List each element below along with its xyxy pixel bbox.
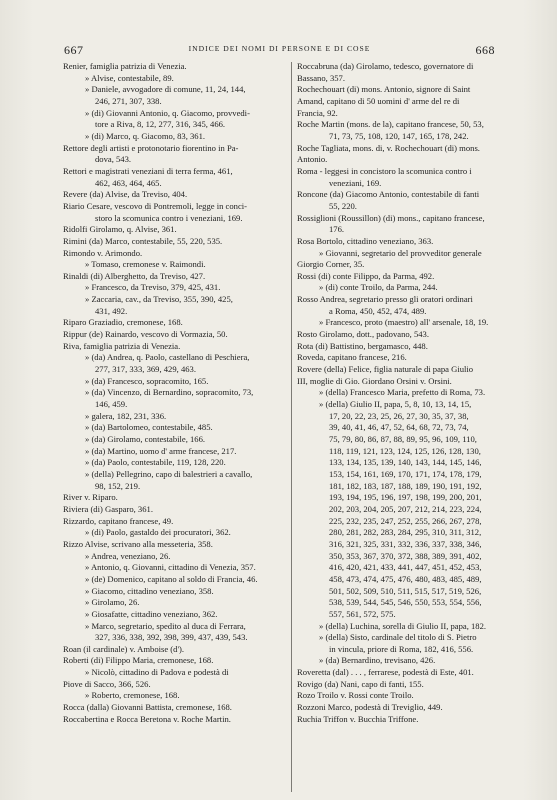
index-entry-line: » Francesco, da Treviso, 379, 425, 431. [85,282,221,293]
index-entry-line: 462, 463, 464, 465. [95,177,162,188]
index-entry-line: 202, 203, 204, 205, 207, 212, 214, 223, 224, [329,503,482,514]
index-entry-line: 538, 539, 544, 545, 546, 550, 553, 554, 556, [329,597,482,608]
index-entry-line: Rimondo v. Arimondo. [63,247,143,258]
right-index-column [297,61,522,725]
index-entry-line: Rochechouart (di) mons. Antonio, signore di Saint [297,84,471,95]
index-entry-line: Riviera (di) Gasparo, 361. [63,503,153,514]
index-entry-line: » Zaccaria, cav., da Treviso, 355, 390, 425, [85,294,233,305]
index-entry-line: » galera, 182, 231, 336. [85,410,167,421]
index-entry-line: » Daniele, avvogadore di comune, 11, 24, 144, [85,84,246,95]
index-entry-line: » (di) Marco, q. Giacomo, 83, 361. [85,130,206,141]
index-entry-line: » Roberto, cremonese, 168. [85,690,180,701]
index-entry-line: Rossi (di) conte Filippo, da Parma, 492. [297,270,435,281]
index-entry-line: Ridolfi Girolamo, q. Alvise, 361. [63,224,177,235]
index-entry-line: » (della) Giulio II, papa, 5, 8, 10, 13, 14, 15, [319,399,472,410]
index-entry-line: » (de) Domenico, capitano al soldo di Francia, 46. [85,573,258,584]
index-entry-line: 280, 281, 282, 283, 284, 295, 310, 311, 312, [329,527,482,538]
index-entry-line: Rovere (della) Felice, figlia naturale di papa Giulio [297,364,474,375]
index-entry-line: III, moglie di Gio. Giordano Orsini v. Orsini. [297,375,452,386]
index-entry-line: Rettore degli artisti e protonotario fiorentino in Pa- [63,142,239,153]
index-entry-line: 431, 492. [95,305,128,316]
index-entry-line: River v. Riparo. [63,492,118,503]
index-entry-line: dova, 543. [95,154,132,165]
index-entry-line: Rosa Bortolo, cittadino veneziano, 363. [297,235,434,246]
index-entry-line: Giorgio Corner, 35. [297,259,365,270]
index-entry-line: Amand, capitano di 50 uomini d' arme del re di [297,95,460,106]
index-entry-line: » Girolamo, 26. [85,597,140,608]
index-entry-line: Riva, famiglia patrizia di Venezia. [63,340,181,351]
index-entry-line: » (della) Sisto, cardinale del titolo di S. Pietro [319,632,477,643]
index-entry-line: Rossiglioni (Roussillon) (di) mons., capitano francese, [297,212,485,223]
index-entry-line: » (da) Bartolomeo, contestabile, 485. [85,422,213,433]
index-entry-line: » Andrea, veneziano, 26. [85,550,171,561]
index-entry-line: 458, 473, 474, 475, 476, 480, 483, 485, 489, [329,573,482,584]
index-entry-line: 316, 321, 325, 331, 332, 336, 337, 338, 346, [329,538,482,549]
index-entry-line: Bassano, 357. [297,72,345,83]
index-entry-line: » (da) Girolamo, contestabile, 166. [85,434,206,444]
index-entry-line: 350, 353, 367, 370, 372, 388, 389, 391, 402, [329,550,482,561]
left-index-column [63,61,288,725]
index-entry-line: » Marco, segretario, spedito al duca di Ferrara, [85,620,246,631]
column-divider [291,62,292,792]
index-entry-line: Riparo Graziadio, cremonese, 168. [63,317,183,328]
index-entry-line: » Alvise, contestabile, 89. [85,72,174,83]
index-entry-line: Rosto Girolamo, dott., padovano, 543. [297,329,429,340]
index-entry-line: Roberti (di) Filippo Maria, cremonese, 168. [63,655,214,666]
index-entry-line: 55, 220. [329,200,357,211]
index-entry-line: 75, 79, 80, 86, 87, 88, 89, 95, 96, 109, 110, [329,434,477,444]
index-entry-line: Roan (il cardinale) v. Amboise (d'). [63,643,185,654]
index-entry-line: 416, 420, 421, 433, 441, 447, 451, 452, 453, [329,562,482,573]
index-entry-line: 176. [329,224,345,235]
index-entry-line: Roma - leggesi in concistoro la scomunica contro i [297,165,472,176]
index-entry-line: 17, 20, 22, 23, 25, 26, 27, 30, 35, 37, 38, [329,410,469,421]
index-entry-line: 277, 317, 333, 369, 429, 463. [95,364,196,375]
index-entry-line: Ruchia Triffon v. Bucchia Triffone. [297,713,419,724]
index-entry-line: Rozo Troilo v. Rossi conte Troilo. [297,690,414,701]
index-entry-line: Rovigo (da) Nani, capo di fanti, 155. [297,678,424,689]
index-entry-line: 246, 271, 307, 338. [95,95,162,106]
index-entry-line: » Nicolò, cittadino di Padova e podestà di [85,667,229,678]
index-entry-line: Renier, famiglia patrizia di Venezia. [63,61,187,71]
index-entry-line: 146, 459. [95,399,128,410]
index-entry-line: Rippur (de) Rainardo, vescovo di Vormazia, 50. [63,329,228,340]
index-entry-line: Roche Martin (mons. de la), capitano francese, 50, 53, [297,119,484,130]
index-entry-line: Rota (di) Battistino, bergamasco, 448. [297,340,428,351]
index-entry-line: 557, 561, 572, 575. [329,608,396,619]
right-page-number: 668 [475,43,495,57]
index-entry-line: a Roma, 450, 452, 474, 489. [329,305,427,316]
index-entry-line: 193, 194, 195, 196, 197, 198, 199, 200, 201, [329,492,482,503]
index-entry-line: 133, 134, 135, 139, 140, 143, 144, 145, 146, [329,457,482,468]
index-entry-line: Rimini (da) Marco, contestabile, 55, 220, 535. [63,235,223,246]
index-entry-line: Roche Tagliata, mons. di, v. Rochechouart (di) mons. [297,142,480,153]
index-entry-line: in vincula, priore di Roma, 182, 416, 556. [329,643,474,654]
page-header [64,44,495,58]
index-entry-line: » (da) Martino, uomo d' arme francese, 217. [85,445,237,456]
index-entry-line: Roveda, capitano francese, 216. [297,352,407,363]
index-entry-line: » (della) Francesco Maria, prefetto di Roma, 73. [319,387,486,398]
index-entry-line: 153, 154, 161, 169, 170, 171, 174, 178, 179, [329,468,482,479]
index-entry-line: Roncone (da) Giacomo Antonio, contestabile di fanti [297,189,480,200]
index-entry-line: Revere (da) Alvise, da Treviso, 404. [63,189,188,200]
index-entry-line: » (da) Paolo, contestabile, 119, 128, 220. [85,457,226,468]
index-entry-line: Francia, 92. [297,107,338,118]
index-entry-line: 225, 232, 235, 247, 252, 255, 266, 267, 278, [329,515,482,526]
index-entry-line: 327, 336, 338, 392, 398, 399, 437, 439, 543. [95,632,248,643]
index-entry-line: » Giovanni, segretario del provveditor generale [319,247,482,258]
index-entry-line: 118, 119, 121, 123, 124, 125, 126, 128, 130, [329,445,481,456]
index-entry-line: Rizzardo, capitano francese, 49. [63,515,174,526]
index-entry-line: Rosso Andrea, segretario presso gli oratori ordinari [297,294,473,305]
index-entry-line: Riario Cesare, vescovo di Pontremoli, legge in conci- [63,200,248,211]
index-entry-line: Rinaldi (di) Alberghetto, da Treviso, 427. [63,270,206,281]
index-entry-line: » Antonio, q. Giovanni, cittadino di Venezia, 357. [85,562,256,573]
left-page-number: 667 [64,43,84,57]
index-entry-line: » (da) Bernardino, trevisano, 426. [319,655,436,666]
index-entry-line: » (della) Pellegrino, capo di balestrieri a cavallo, [85,468,253,479]
index-entry-line: » Giacomo, cittadino veneziano, 358. [85,585,214,596]
index-entry-line: » Giosafatte, cittadino veneziano, 362. [85,608,218,619]
index-entry-line: Antonio. [297,154,328,165]
index-entry-line: Rozzoni Marco, podestà di Treviglio, 449. [297,702,443,713]
index-entry-line: » (da) Andrea, q. Paolo, castellano di Peschiera, [85,352,250,363]
index-entry-line: 71, 73, 75, 108, 120, 147, 165, 178, 242. [329,130,469,141]
index-entry-line: » (di) Paolo, gastaldo dei procuratori, 362. [85,527,231,538]
running-title: INDICE DEI NOMI DI PERSONE E DI COSE [188,44,371,53]
index-entry-line: » (di) Giovanni Antonio, q. Giacomo, provvedi- [85,107,250,118]
index-entry-line: Rizzo Alvise, scrivano alla messeteria, 358. [63,538,213,549]
index-entry-line: » Tomaso, cremonese v. Raimondi. [85,259,206,270]
index-entry-line: Roccabruna (da) Girolamo, tedesco, governatore di [297,61,474,71]
index-entry-line: 98, 152, 219. [95,480,141,491]
index-entry-line: » (da) Francesco, sopracomito, 165. [85,375,209,386]
index-entry-line: Rocca (dalla) Giovanni Battista, cremonese, 168. [63,702,232,713]
index-entry-line: » (della) Luchina, sorella di Giulio II, papa, 182. [319,620,487,631]
index-entry-line: 39, 40, 41, 46, 47, 52, 64, 68, 72, 73, 74, [329,422,469,433]
index-entry-line: » (di) conte Troilo, da Parma, 244. [319,282,438,293]
index-entry-line: 501, 502, 509, 510, 511, 515, 517, 519, 526, [329,585,482,596]
index-entry-line: veneziani, 169. [329,177,382,188]
index-entry-line: storo la scomunica contro i veneziani, 169. [95,212,243,223]
index-entry-line: » (da) Vincenzo, di Bernardino, sopracomito, 73, [85,387,254,398]
index-entry-line: Piove di Sacco, 366, 526. [63,678,151,689]
index-entry-line: Roccabertina e Rocca Beretona v. Roche Martin. [63,713,231,724]
index-entry-line: tore a Riva, 8, 12, 277, 316, 345, 466. [95,119,226,130]
index-entry-line: » Francesco, proto (maestro) all' arsenale, 18, 19. [319,317,489,328]
index-entry-line: 181, 182, 183, 187, 188, 189, 190, 191, 192, [329,480,482,491]
index-entry-line: Rettori e magistrati veneziani di terra ferma, 461, [63,165,233,176]
index-entry-line: Roveretta (dal) . . . , ferrarese, podestà di Este, 401. [297,667,474,678]
